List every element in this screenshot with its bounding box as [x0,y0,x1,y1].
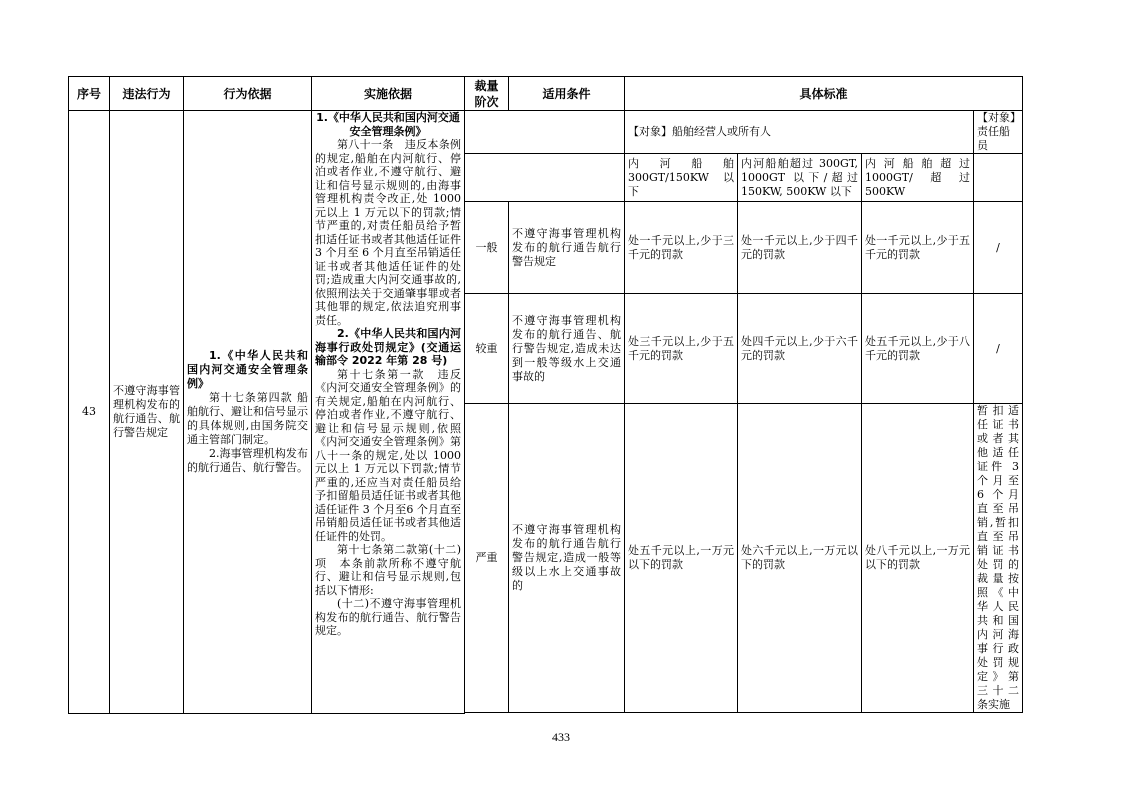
level-label: 较重 [465,294,509,404]
level-label: 严重 [465,404,509,713]
impl-body-4: (十二)不遵守海事管理机构发布的航行通告、航行警告规定。 [315,597,461,637]
level-crew: 暂扣适任证书或者其他适任证件 3 个月至 6 个月直至吊销,暂扣直至吊销证书处罚的裁量按照《中华人民共和国内河海事行政处罚规定》第三十二条实施 [974,404,1023,713]
basis-title-1: 1.《中华人民共和国内河交通安全管理条例》 [187,348,308,390]
level-crew: / [974,202,1023,294]
level-std-large: 处五千元以上,少于八千元的罚款 [862,294,974,404]
level-label: 一般 [465,202,509,294]
header-standard: 具体标准 [625,77,1023,111]
header-level: 裁量 阶次 [465,77,509,111]
sub-blank-crew [974,154,1023,202]
sub-header-medium: 内河船舶超过 300GT, 1000GT 以下/超过 150KW, 500KW 以下 [738,154,862,202]
sub-blank [465,154,625,202]
impl-body-3: 第十七条第二款第(十二)项 本条前款所称不遵守航行、避让和信号显示规则,包括以下情形: [315,543,461,597]
basis-body-1: 第十七条第四款 船舶航行、避让和信号显示的具体规则,由国务院交通主管部门制定。 [187,390,308,446]
row-seq: 43 [69,111,110,714]
level-condition: 不遵守海事管理机构发布的航行通告航行警告规定,造成一般等级以上水上交通事故的 [509,404,625,713]
impl-cell [312,111,465,714]
header-basis: 行为依据 [184,77,312,111]
level-std-medium: 处一千元以上,少于四千元的罚款 [738,202,862,294]
level-condition: 不遵守海事管理机构发布的航行通告、航行警告规定,造成未达到一般等级水上交通事故的 [509,294,625,404]
level-std-medium: 处四千元以上,少于六千元的罚款 [738,294,862,404]
row-violation: 不遵守海事管理机构发布的航行通告、航行警告规定 [110,111,184,714]
object-crew: 【对象】责任船员 [974,111,1023,154]
header-condition: 适用条件 [509,77,625,111]
impl-title-2: 2.《中华人民共和国内河海事行政处罚规定》(交通运输部令 2022 年第 28 号) [315,327,461,367]
header-impl: 实施依据 [312,77,465,111]
impl-title-1: 1.《中华人民共和国内河交通安全管理条例》 [316,111,460,138]
impl-body-2: 第十七条第一款 违反《内河交通安全管理条例》的有关规定,船舶在内河航行、停泊或者作业,不遵守航行、避让和信号显示规则,依照《内河交通安全管理条例》第八十一条的规定,处以 1000 元以上 1 万元以下罚款;情节严重的,还应当对责任船员给予扣留船员适任证书或者其他适任证件 3 个月至6 个月直至吊销船员适任证书或者其他适任证件的处罚。 [315,367,461,543]
impl-body-1: 第八十一条 违反本条例的规定,船舶在内河航行、停泊或者作业,不遵守航行、避让和信号显示规则的,由海事管理机构责令改正,处 1000 元以上 1 万元以下的罚款;情节严重的,对责任船员给予暂扣适任证书或者其他适任证件 3 个月至 6 个月直至吊销适任证书或者其他适任证件的处罚;造成重大内河交通事故的,依照刑法关于交通肇事罪或者其他罪的规定,依法追究刑事责任。 [315,138,461,327]
basis-cell [184,111,312,714]
level-crew: / [974,294,1023,404]
level-std-medium: 处六千元以上,一万元以下的罚款 [738,404,862,713]
header-seq: 序号 [69,77,110,111]
level-std-large: 处一千元以上,少于五千元的罚款 [862,202,974,294]
header-violation: 违法行为 [110,77,184,111]
level-std-small: 处五千元以上,一万元以下的罚款 [625,404,738,713]
header-row [69,77,1023,111]
page-number: 433 [552,730,570,744]
level-std-large: 处八千元以上,一万元以下的罚款 [862,404,974,713]
level-condition: 不遵守海事管理机构发布的航行通告航行警告规定 [509,202,625,294]
object-blank [465,111,625,154]
penalty-table [68,76,1023,714]
level-std-small: 处三千元以上,少于五千元的罚款 [625,294,738,404]
sub-header-large: 内 河 船 舶 超 过 1000GT/超过 500KW [862,154,974,202]
sub-header-small: 内 河 船 舶 300GT/150KW 以下 [625,154,738,202]
level-std-small: 处一千元以上,少于三千元的罚款 [625,202,738,294]
basis-item-2: 2.海事管理机构发布的航行通告、航行警告。 [187,446,308,474]
object-main: 【对象】船舶经营人或所有人 [625,111,974,154]
